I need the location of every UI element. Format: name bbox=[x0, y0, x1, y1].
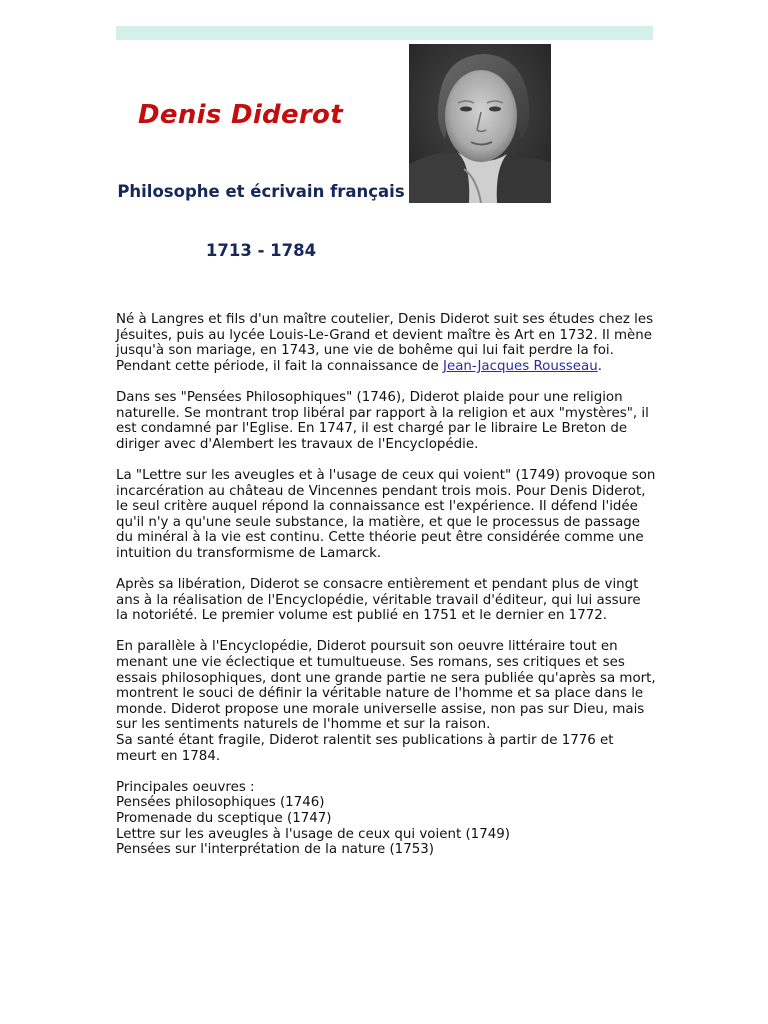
header-block bbox=[116, 44, 406, 284]
works-heading: Principales oeuvres : bbox=[116, 779, 255, 795]
paragraph-early-life bbox=[116, 312, 656, 374]
subtitle: Philosophe et écrivain français bbox=[117, 182, 405, 201]
works-list bbox=[116, 795, 656, 857]
works-item: Promenade du sceptique (1747) bbox=[116, 811, 332, 826]
works-item: Lettre sur les aveugles à l'usage de ceux qui voient (1749) bbox=[116, 826, 510, 842]
portrait-icon bbox=[409, 44, 551, 203]
paragraph-oeuvre bbox=[116, 639, 656, 733]
rousseau-link[interactable]: Jean-Jacques Rousseau bbox=[443, 358, 598, 374]
paragraph-lettre: La "Lettre sur les aveugles et à l'usage de ceux qui voient" (1749) provoque son incarcération au château de Vincennes pendant trois mois. Pour Denis Diderot, le seul critère auquel répond la connaissance est l'expérience. Il défend l'idée qu'il n'y a qu'une seule substance, la matière, et que le processus de passage du minéral à la vie est continu. Cette théorie peut être considérée comme une intuition du transformisme de Lamarck. bbox=[116, 467, 656, 561]
portrait-image bbox=[409, 44, 551, 203]
paragraph-text: . bbox=[597, 358, 602, 374]
works-section bbox=[116, 780, 656, 858]
works-item: Pensées philosophiques (1746) bbox=[116, 795, 325, 811]
paragraph-text: En parallèle à l'Encyclopédie, Diderot poursuit son oeuvre littéraire tout en menant une vie éclectique et tumultueuse. Ses romans, ses critiques et ses essais philosophiques, dont une grande partie ne sera publiée qu'après sa mort, montrent le souci de définir la véritable nature de l'homme et sa place dans le monde. Diderot propose une morale universelle assise, non pas sur Dieu, mais sur les sentiments naturels de l'homme et sur la raison. bbox=[116, 639, 656, 733]
paragraph-text: Né à Langres et fils d'un maître coutelier, Denis Diderot suit ses études chez les Jésuites, puis au lycée Louis-Le-Grand et devient maître ès Art en 1732. Il mène jusqu'à son mariage, en 1743, une vie de bohême qui lui fait perdre la foi. Pendant cette période, il fait la connaissance de bbox=[116, 312, 654, 374]
top-decorative-bar bbox=[116, 26, 653, 40]
works-item: Pensées sur l'interprétation de la nature (1753) bbox=[116, 842, 434, 858]
paragraph-encyclopedie: Après sa libération, Diderot se consacre entièrement et pendant plus de vingt ans à la réalisation de l'Encyclopédie, véritable travail d'éditeur, qui lui assure la notoriété. Le premier volume est publié en 1751 et le dernier en 1772. bbox=[116, 577, 641, 624]
page-title: Denis Diderot bbox=[138, 100, 343, 130]
paragraph-sante: Sa santé étant fragile, Diderot ralentit ses publications à partir de 1776 et meurt en 1784. bbox=[116, 733, 614, 764]
paragraph-pensees: Dans ses "Pensées Philosophiques" (1746), Diderot plaide pour une religion naturelle. Se montrant trop libéral par rapport à la religion et aux "mystères", il est condamné par l'Eglise. En 1747, il est chargé par le libraire Le Breton de diriger avec d'Alembert les travaux de l'Encyclopédie. bbox=[116, 389, 649, 452]
life-dates: 1713 - 1784 bbox=[205, 241, 317, 260]
biography-content bbox=[116, 312, 656, 858]
